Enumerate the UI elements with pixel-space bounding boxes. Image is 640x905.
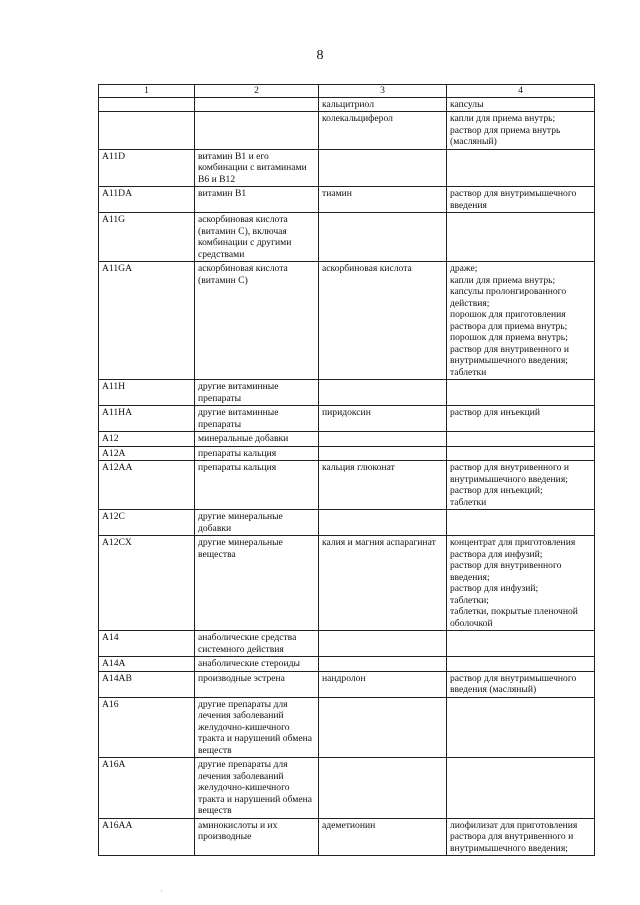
atc-group-cell: другие витаминные препараты bbox=[195, 380, 319, 406]
atc-code-cell bbox=[99, 97, 195, 112]
dosage-form-cell bbox=[447, 697, 595, 758]
atc-group-cell bbox=[195, 112, 319, 150]
table-row bbox=[99, 380, 595, 406]
atc-group-cell: витамин B1 bbox=[195, 187, 319, 213]
drug-table bbox=[98, 84, 595, 856]
atc-group-cell: аскорбиновая кислота (витамин С), включая комбинации с другими средствами bbox=[195, 213, 319, 262]
table-row bbox=[99, 697, 595, 758]
atc-code-cell: A12AA bbox=[99, 461, 195, 510]
margin-mark: · bbox=[160, 886, 163, 896]
dosage-form-cell: драже; капли для приема внутрь; капсулы пролонгированного действия; порошок для приготовления раствора для приема внутрь; порошок для приема внутрь; раствор для внутривенного и внутримышечного введения; таблетки bbox=[447, 262, 595, 380]
drug-name-cell bbox=[319, 213, 447, 262]
atc-code-cell: A11GA bbox=[99, 262, 195, 380]
atc-group-cell: анаболические стероиды bbox=[195, 657, 319, 672]
drug-name-cell bbox=[319, 510, 447, 536]
table-row bbox=[99, 758, 595, 819]
atc-code-cell: A11D bbox=[99, 149, 195, 187]
header-cell: 4 bbox=[447, 85, 595, 98]
table-row bbox=[99, 213, 595, 262]
atc-group-cell: аминокислоты и их производные bbox=[195, 818, 319, 856]
table-row bbox=[99, 432, 595, 447]
table-row bbox=[99, 657, 595, 672]
table-row bbox=[99, 818, 595, 856]
dosage-form-cell bbox=[447, 657, 595, 672]
dosage-form-cell: лиофилизат для приготовления раствора для внутривенного и внутримышечного введения; bbox=[447, 818, 595, 856]
table-row bbox=[99, 446, 595, 461]
atc-group-cell: другие препараты для лечения заболеваний желудочно-кишечного тракта и нарушений обмена веществ bbox=[195, 758, 319, 819]
table-row bbox=[99, 671, 595, 697]
drug-name-cell: нандролон bbox=[319, 671, 447, 697]
drug-name-cell: кальция глюконат bbox=[319, 461, 447, 510]
table-row bbox=[99, 406, 595, 432]
table-row bbox=[99, 97, 595, 112]
atc-group-cell: препараты кальция bbox=[195, 446, 319, 461]
drug-name-cell bbox=[319, 149, 447, 187]
atc-group-cell: аскорбиновая кислота (витамин С) bbox=[195, 262, 319, 380]
atc-code-cell: A11G bbox=[99, 213, 195, 262]
table-header-row bbox=[99, 85, 595, 98]
drug-name-cell bbox=[319, 758, 447, 819]
table-row bbox=[99, 461, 595, 510]
dosage-form-cell: раствор для внутримышечного введения bbox=[447, 187, 595, 213]
drug-name-cell: пиридоксин bbox=[319, 406, 447, 432]
dosage-form-cell bbox=[447, 380, 595, 406]
atc-code-cell: A14A bbox=[99, 657, 195, 672]
header-cell: 2 bbox=[195, 85, 319, 98]
table-row bbox=[99, 149, 595, 187]
dosage-form-cell bbox=[447, 510, 595, 536]
atc-code-cell: A12C bbox=[99, 510, 195, 536]
page-number: 8 bbox=[316, 48, 324, 63]
drug-name-cell: адеметионин bbox=[319, 818, 447, 856]
drug-name-cell bbox=[319, 432, 447, 447]
dosage-form-cell: концентрат для приготовления раствора для инфузий; раствор для внутривенного введения; раствор для инфузий; таблетки; таблетки, покрытые пленочной оболочкой bbox=[447, 536, 595, 631]
table-row bbox=[99, 631, 595, 657]
atc-group-cell: производные эстрена bbox=[195, 671, 319, 697]
dosage-form-cell: раствор для внутривенного и внутримышечного введения; раствор для инъекций; таблетки bbox=[447, 461, 595, 510]
drug-name-cell bbox=[319, 657, 447, 672]
atc-group-cell: витамин B1 и его комбинации с витаминами B6 и B12 bbox=[195, 149, 319, 187]
atc-code-cell: A14AB bbox=[99, 671, 195, 697]
drug-name-cell bbox=[319, 380, 447, 406]
atc-code-cell: A12CX bbox=[99, 536, 195, 631]
atc-group-cell: другие минеральные добавки bbox=[195, 510, 319, 536]
drug-name-cell: колекальциферол bbox=[319, 112, 447, 150]
drug-name-cell: аскорбиновая кислота bbox=[319, 262, 447, 380]
dosage-form-cell: раствор для внутримышечного введения (масляный) bbox=[447, 671, 595, 697]
atc-group-cell bbox=[195, 97, 319, 112]
atc-group-cell: другие витаминные препараты bbox=[195, 406, 319, 432]
dosage-form-cell bbox=[447, 432, 595, 447]
table-row bbox=[99, 112, 595, 150]
atc-code-cell: A16 bbox=[99, 697, 195, 758]
drug-name-cell bbox=[319, 631, 447, 657]
atc-code-cell bbox=[99, 112, 195, 150]
atc-group-cell: препараты кальция bbox=[195, 461, 319, 510]
drug-name-cell: калия и магния аспарагинат bbox=[319, 536, 447, 631]
drug-name-cell: кальцитриол bbox=[319, 97, 447, 112]
atc-group-cell: минеральные добавки bbox=[195, 432, 319, 447]
atc-code-cell: A14 bbox=[99, 631, 195, 657]
table-row bbox=[99, 262, 595, 380]
atc-code-cell: A16A bbox=[99, 758, 195, 819]
atc-code-cell: A12A bbox=[99, 446, 195, 461]
dosage-form-cell: капсулы bbox=[447, 97, 595, 112]
dosage-form-cell bbox=[447, 631, 595, 657]
header-cell: 1 bbox=[99, 85, 195, 98]
dosage-form-cell bbox=[447, 213, 595, 262]
atc-code-cell: A12 bbox=[99, 432, 195, 447]
atc-group-cell: другие минеральные вещества bbox=[195, 536, 319, 631]
dosage-form-cell: капли для приема внутрь; раствор для приема внутрь (масляный) bbox=[447, 112, 595, 150]
dosage-form-cell bbox=[447, 758, 595, 819]
dosage-form-cell bbox=[447, 149, 595, 187]
table-row bbox=[99, 510, 595, 536]
drug-name-cell bbox=[319, 697, 447, 758]
table-row bbox=[99, 187, 595, 213]
atc-group-cell: анаболические средства системного действия bbox=[195, 631, 319, 657]
dosage-form-cell: раствор для инъекций bbox=[447, 406, 595, 432]
atc-code-cell: A16AA bbox=[99, 818, 195, 856]
drug-name-cell: тиамин bbox=[319, 187, 447, 213]
atc-code-cell: A11H bbox=[99, 380, 195, 406]
table-row bbox=[99, 536, 595, 631]
atc-code-cell: A11HA bbox=[99, 406, 195, 432]
atc-group-cell: другие препараты для лечения заболеваний желудочно-кишечного тракта и нарушений обмена веществ bbox=[195, 697, 319, 758]
dosage-form-cell bbox=[447, 446, 595, 461]
atc-code-cell: A11DA bbox=[99, 187, 195, 213]
drug-name-cell bbox=[319, 446, 447, 461]
header-cell: 3 bbox=[319, 85, 447, 98]
